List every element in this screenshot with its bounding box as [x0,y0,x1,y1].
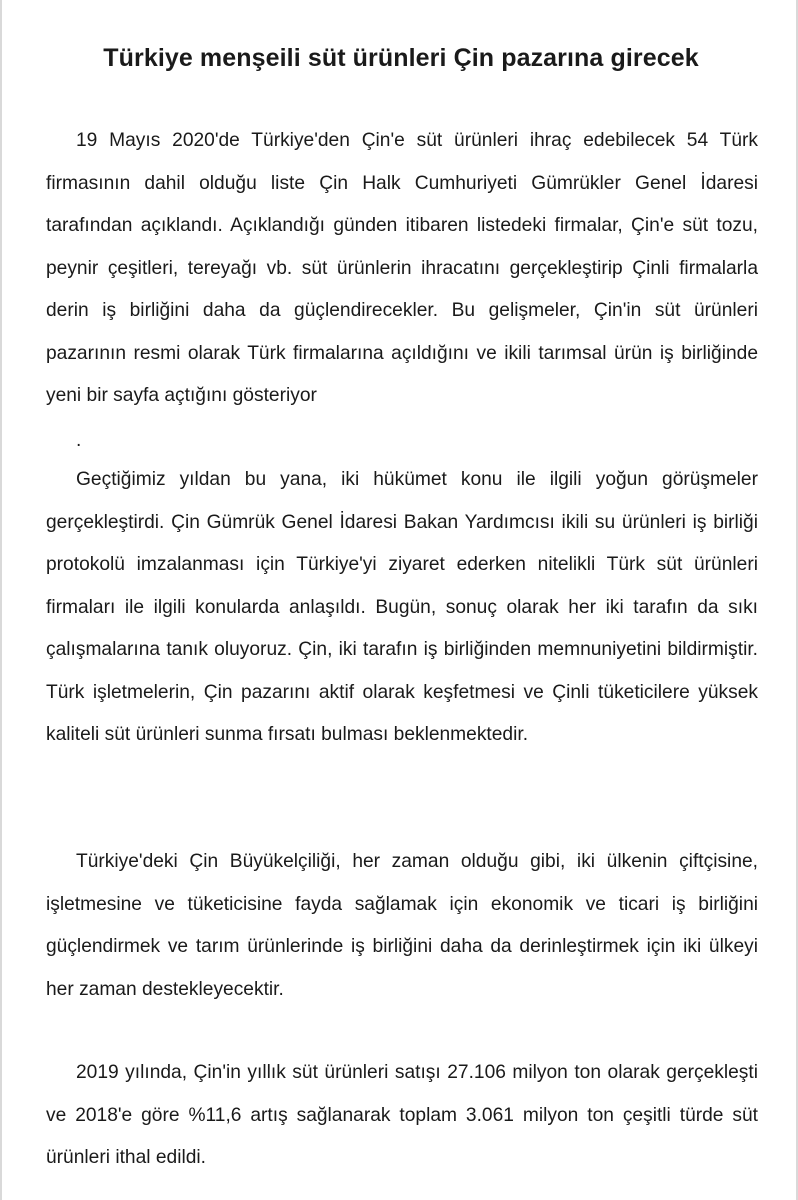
stray-period: . [76,430,82,451]
paragraph-4: 2019 yılında, Çin'in yıllık süt ürünleri satışı 27.106 milyon ton olarak gerçekleşti ve 2018'e göre %11,6 artış sağlanarak toplam 3.061 milyon ton çeşitli türde süt ürünleri ithal edildi. [46,1062,758,1168]
paragraph-2: Geçtiğimiz yıldan bu yana, iki hükümet konu ile ilgili yoğun görüşmeler gerçekleştirdi. Çin Gümrük Genel İdaresi Bakan Yardımcısı ikili su ürünleri iş birliği protokolü imzalanması için Türkiye'yi ziyaret ederken nitelikli Türk süt ürünleri firmaları ile ilgili konularda anlaşıldı. Bugün, sonuç olarak her iki tarafın da sıkı çalışmalarına tanık oluyoruz. Çin, iki tarafın iş birliğinden memnuniyetini bildirmiştir. Türk işletmelerin, Çin pazarını aktif olarak keşfetmesi ve Çinli tüketicilere yüksek kaliteli süt ürünleri sunma fırsatı bulması beklenmektedir. [46,469,758,745]
paragraph-1: 19 Mayıs 2020'de Türkiye'den Çin'e süt ürünleri ihraç edebilecek 54 Türk firmasının dahil olduğu liste Çin Halk Cumhuriyeti Gümrükler Genel İdaresi tarafından açıklandı. Açıklandığı günden itibaren listedeki firmalar, Çin'e süt tozu, peynir çeşitleri, tereyağı vb. süt ürünlerin ihracatını gerçekleştirip Çinli firmalarla derin iş birliğini daha da güçlendirecekler. Bu gelişmeler, Çin'in süt ürünleri pazarının resmi olarak Türk firmalarına açıldığını ve ikili tarımsal ürün iş birliğinde yeni bir sayfa açtığını gösteriyor [46,130,758,406]
article-title: Türkiye menşeili süt ürünleri Çin pazarına girecek [103,44,699,72]
paragraph-3: Türkiye'deki Çin Büyükelçiliği, her zaman olduğu gibi, iki ülkenin çiftçisine, işletmesine ve tüketicisine fayda sağlamak için ekonomik ve ticari iş birliğini güçlendirmek ve tarım ürünlerinde iş birliğini daha da derinleştirmek için iki ülkeyi her zaman destekleyecektir. [46,851,758,1000]
